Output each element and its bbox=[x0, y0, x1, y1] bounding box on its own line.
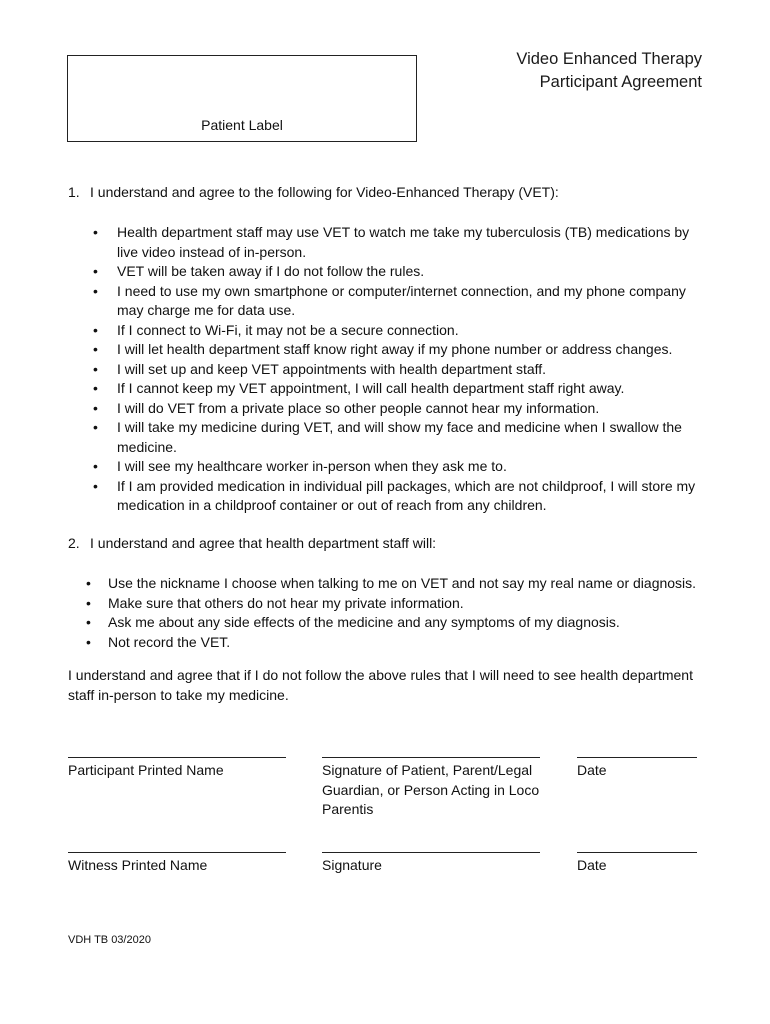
list-item: • I will see my healthcare worker in-person when they ask me to. bbox=[68, 457, 708, 477]
list-item: • If I am provided medication in individual pill packages, which are not childproof, I will store my medication in a childproof container or out of reach from any children. bbox=[68, 477, 708, 516]
section-1 bbox=[68, 183, 708, 516]
section-1-heading bbox=[68, 183, 708, 202]
list-item: • Not record the VET. bbox=[68, 633, 708, 653]
section-1-heading-text: I understand and agree to the following for Video-Enhanced Therapy (VET): bbox=[90, 184, 559, 200]
list-item: • I will take my medicine during VET, and will show my face and medicine when I swallow the medicine. bbox=[68, 418, 708, 457]
list-item: • Make sure that others do not hear my private information. bbox=[68, 594, 708, 614]
witness-name-line[interactable] bbox=[68, 852, 286, 853]
patient-label-text: Patient Label bbox=[201, 117, 283, 133]
list-item: • VET will be taken away if I do not follow the rules. bbox=[68, 262, 708, 282]
list-item: • If I cannot keep my VET appointment, I will call health department staff right away. bbox=[68, 379, 708, 399]
participant-name-label: Participant Printed Name bbox=[68, 762, 224, 778]
section-2-number: 2. bbox=[68, 535, 80, 551]
section-2 bbox=[68, 534, 708, 652]
list-item: • Health department staff may use VET to watch me take my tuberculosis (TB) medications by live video instead of in-person. bbox=[68, 223, 708, 262]
section-1-list bbox=[68, 223, 708, 516]
witness-signature-line[interactable] bbox=[322, 852, 540, 853]
section-2-list bbox=[68, 574, 708, 652]
section-2-heading bbox=[68, 534, 708, 553]
title-line-2: Participant Agreement bbox=[539, 73, 702, 91]
section-2-heading-text: I understand and agree that health department staff will: bbox=[90, 535, 437, 551]
form-code: VDH TB 03/2020 bbox=[68, 934, 151, 946]
document-title bbox=[516, 48, 702, 94]
patient-label-box bbox=[67, 55, 417, 142]
list-item: • I will let health department staff know right away if my phone number or address changes. bbox=[68, 340, 708, 360]
patient-signature-line[interactable] bbox=[322, 757, 540, 758]
witness-name-label: Witness Printed Name bbox=[68, 857, 208, 873]
signature-label: Signature bbox=[322, 857, 382, 873]
date-label-2: Date bbox=[577, 857, 607, 873]
date-line-1[interactable] bbox=[577, 757, 697, 758]
list-item: • I will do VET from a private place so other people cannot hear my information. bbox=[68, 399, 708, 419]
list-item: • Use the nickname I choose when talking to me on VET and not say my real name or diagnosis. bbox=[68, 574, 708, 594]
list-item: • If I connect to Wi-Fi, it may not be a secure connection. bbox=[68, 321, 708, 341]
date-label-1: Date bbox=[577, 762, 607, 778]
patient-signature-label: Signature of Patient, Parent/Legal Guardian, or Person Acting in Loco Parentis bbox=[322, 762, 540, 817]
list-item: • I will set up and keep VET appointments with health department staff. bbox=[68, 360, 708, 380]
list-item: • I need to use my own smartphone or computer/internet connection, and my phone company may charge me for data use. bbox=[68, 282, 708, 321]
date-line-2[interactable] bbox=[577, 852, 697, 853]
participant-name-line[interactable] bbox=[68, 757, 286, 758]
list-item: • Ask me about any side effects of the medicine and any symptoms of my diagnosis. bbox=[68, 613, 708, 633]
title-line-1: Video Enhanced Therapy bbox=[516, 50, 702, 68]
closing-statement: I understand and agree that if I do not follow the above rules that I will need to see health department staff in-person to take my medicine. bbox=[68, 667, 693, 703]
section-1-number: 1. bbox=[68, 184, 80, 200]
